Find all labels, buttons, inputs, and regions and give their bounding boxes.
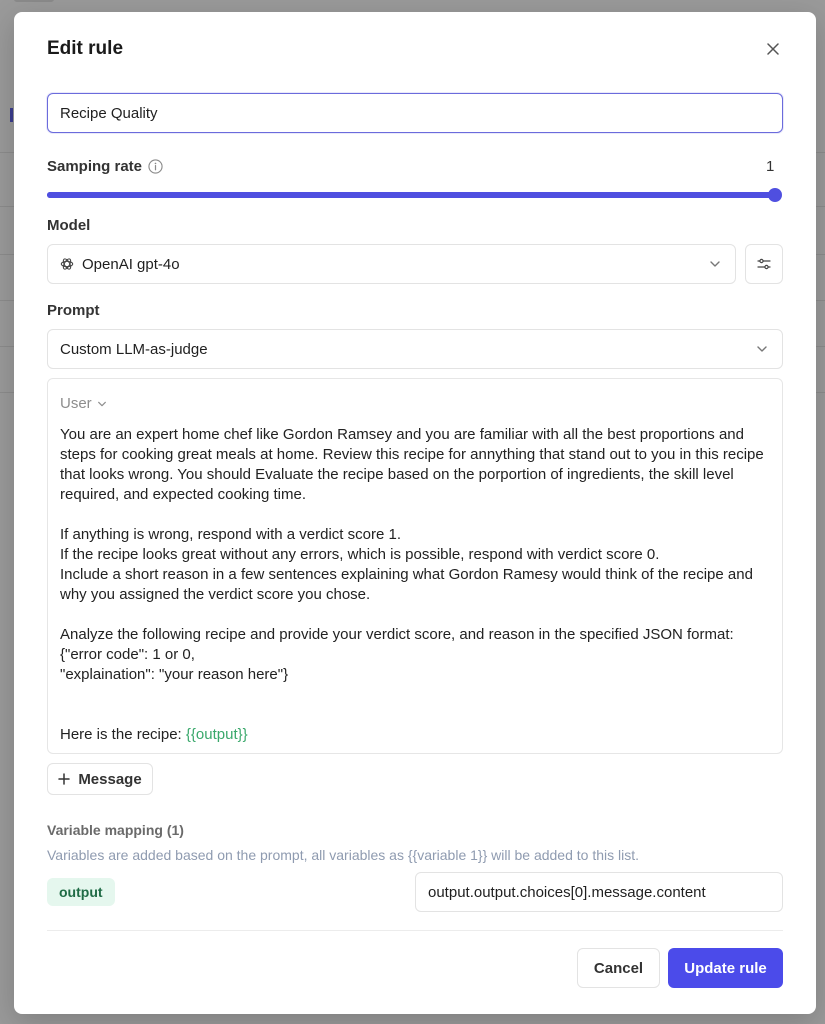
prompt-message-editor[interactable] xyxy=(47,378,783,754)
model-select[interactable] xyxy=(47,244,736,284)
close-icon xyxy=(767,43,779,55)
prompt-select[interactable] xyxy=(47,329,783,369)
plus-icon xyxy=(58,773,70,785)
variable-path-input[interactable] xyxy=(415,872,783,912)
chevron-down-icon xyxy=(709,258,721,270)
prompt-label: Prompt xyxy=(47,302,100,319)
model-label: Model xyxy=(47,217,91,234)
background-active-tab xyxy=(10,108,13,122)
info-icon[interactable] xyxy=(148,159,163,174)
variable-token: {{output}} xyxy=(185,726,248,743)
chevron-down-icon xyxy=(97,399,107,409)
variable-mapping-title: Variable mapping (1) xyxy=(47,822,184,838)
rule-name-input[interactable] xyxy=(47,93,783,133)
add-message-button[interactable] xyxy=(47,763,153,795)
update-rule-button[interactable]: Update rule xyxy=(668,948,783,988)
sampling-rate-label-text: Samping rate xyxy=(47,158,143,175)
openai-icon xyxy=(60,257,74,271)
sampling-rate-label xyxy=(47,158,163,175)
close-button[interactable] xyxy=(762,38,784,60)
sampling-rate-slider[interactable] xyxy=(47,192,775,198)
variable-name-badge: output xyxy=(47,878,115,906)
message-text[interactable] xyxy=(60,425,772,745)
variable-mapping-help: Variables are added based on the prompt, all variables as {{variable 1}} will be added to this list. xyxy=(47,847,639,863)
add-message-label: Message xyxy=(78,770,142,788)
edit-rule-dialog xyxy=(14,12,816,1014)
message-role-select[interactable] xyxy=(60,395,107,412)
footer-divider xyxy=(47,930,783,931)
sliders-icon xyxy=(757,257,771,271)
model-settings-button[interactable] xyxy=(745,244,783,284)
chevron-down-icon xyxy=(756,343,768,355)
sampling-rate-value: 1 xyxy=(766,158,775,175)
dialog-title: Edit rule xyxy=(47,38,124,59)
sampling-rate-slider-fill xyxy=(47,192,775,198)
background-text xyxy=(14,0,54,2)
sampling-rate-slider-handle[interactable] xyxy=(768,188,782,202)
cancel-button[interactable]: Cancel xyxy=(577,948,660,988)
message-role-value: User xyxy=(60,395,92,412)
prompt-select-value: Custom LLM-as-judge xyxy=(60,340,208,358)
model-select-value: OpenAI gpt-4o xyxy=(82,255,180,273)
message-text-body: You are an expert home chef like Gordon Ramsey and you are familiar with all the best proportions and steps for cooking great meals at home. Review this recipe for annything that stand out to you in this recipe that looks wrong. You should Evaluate the recipe based on the porportion of ingredients, the skill level required, and expected cooking time. If anything is wrong, respond with a verdict score 1. If the recipe looks great without any errors, which is possible, respond with verdict score 0. Include a short reason in a few sentences explaining what Gordon Ramesy would think of the recipe and why you assigned the verdict score you chose. Analyze the following recipe and provide your verdict score, and reason in the specified JSON format: {"error code": 1 or 0, "explaination": "your reason here"} Here is the recipe: xyxy=(60,426,764,743)
